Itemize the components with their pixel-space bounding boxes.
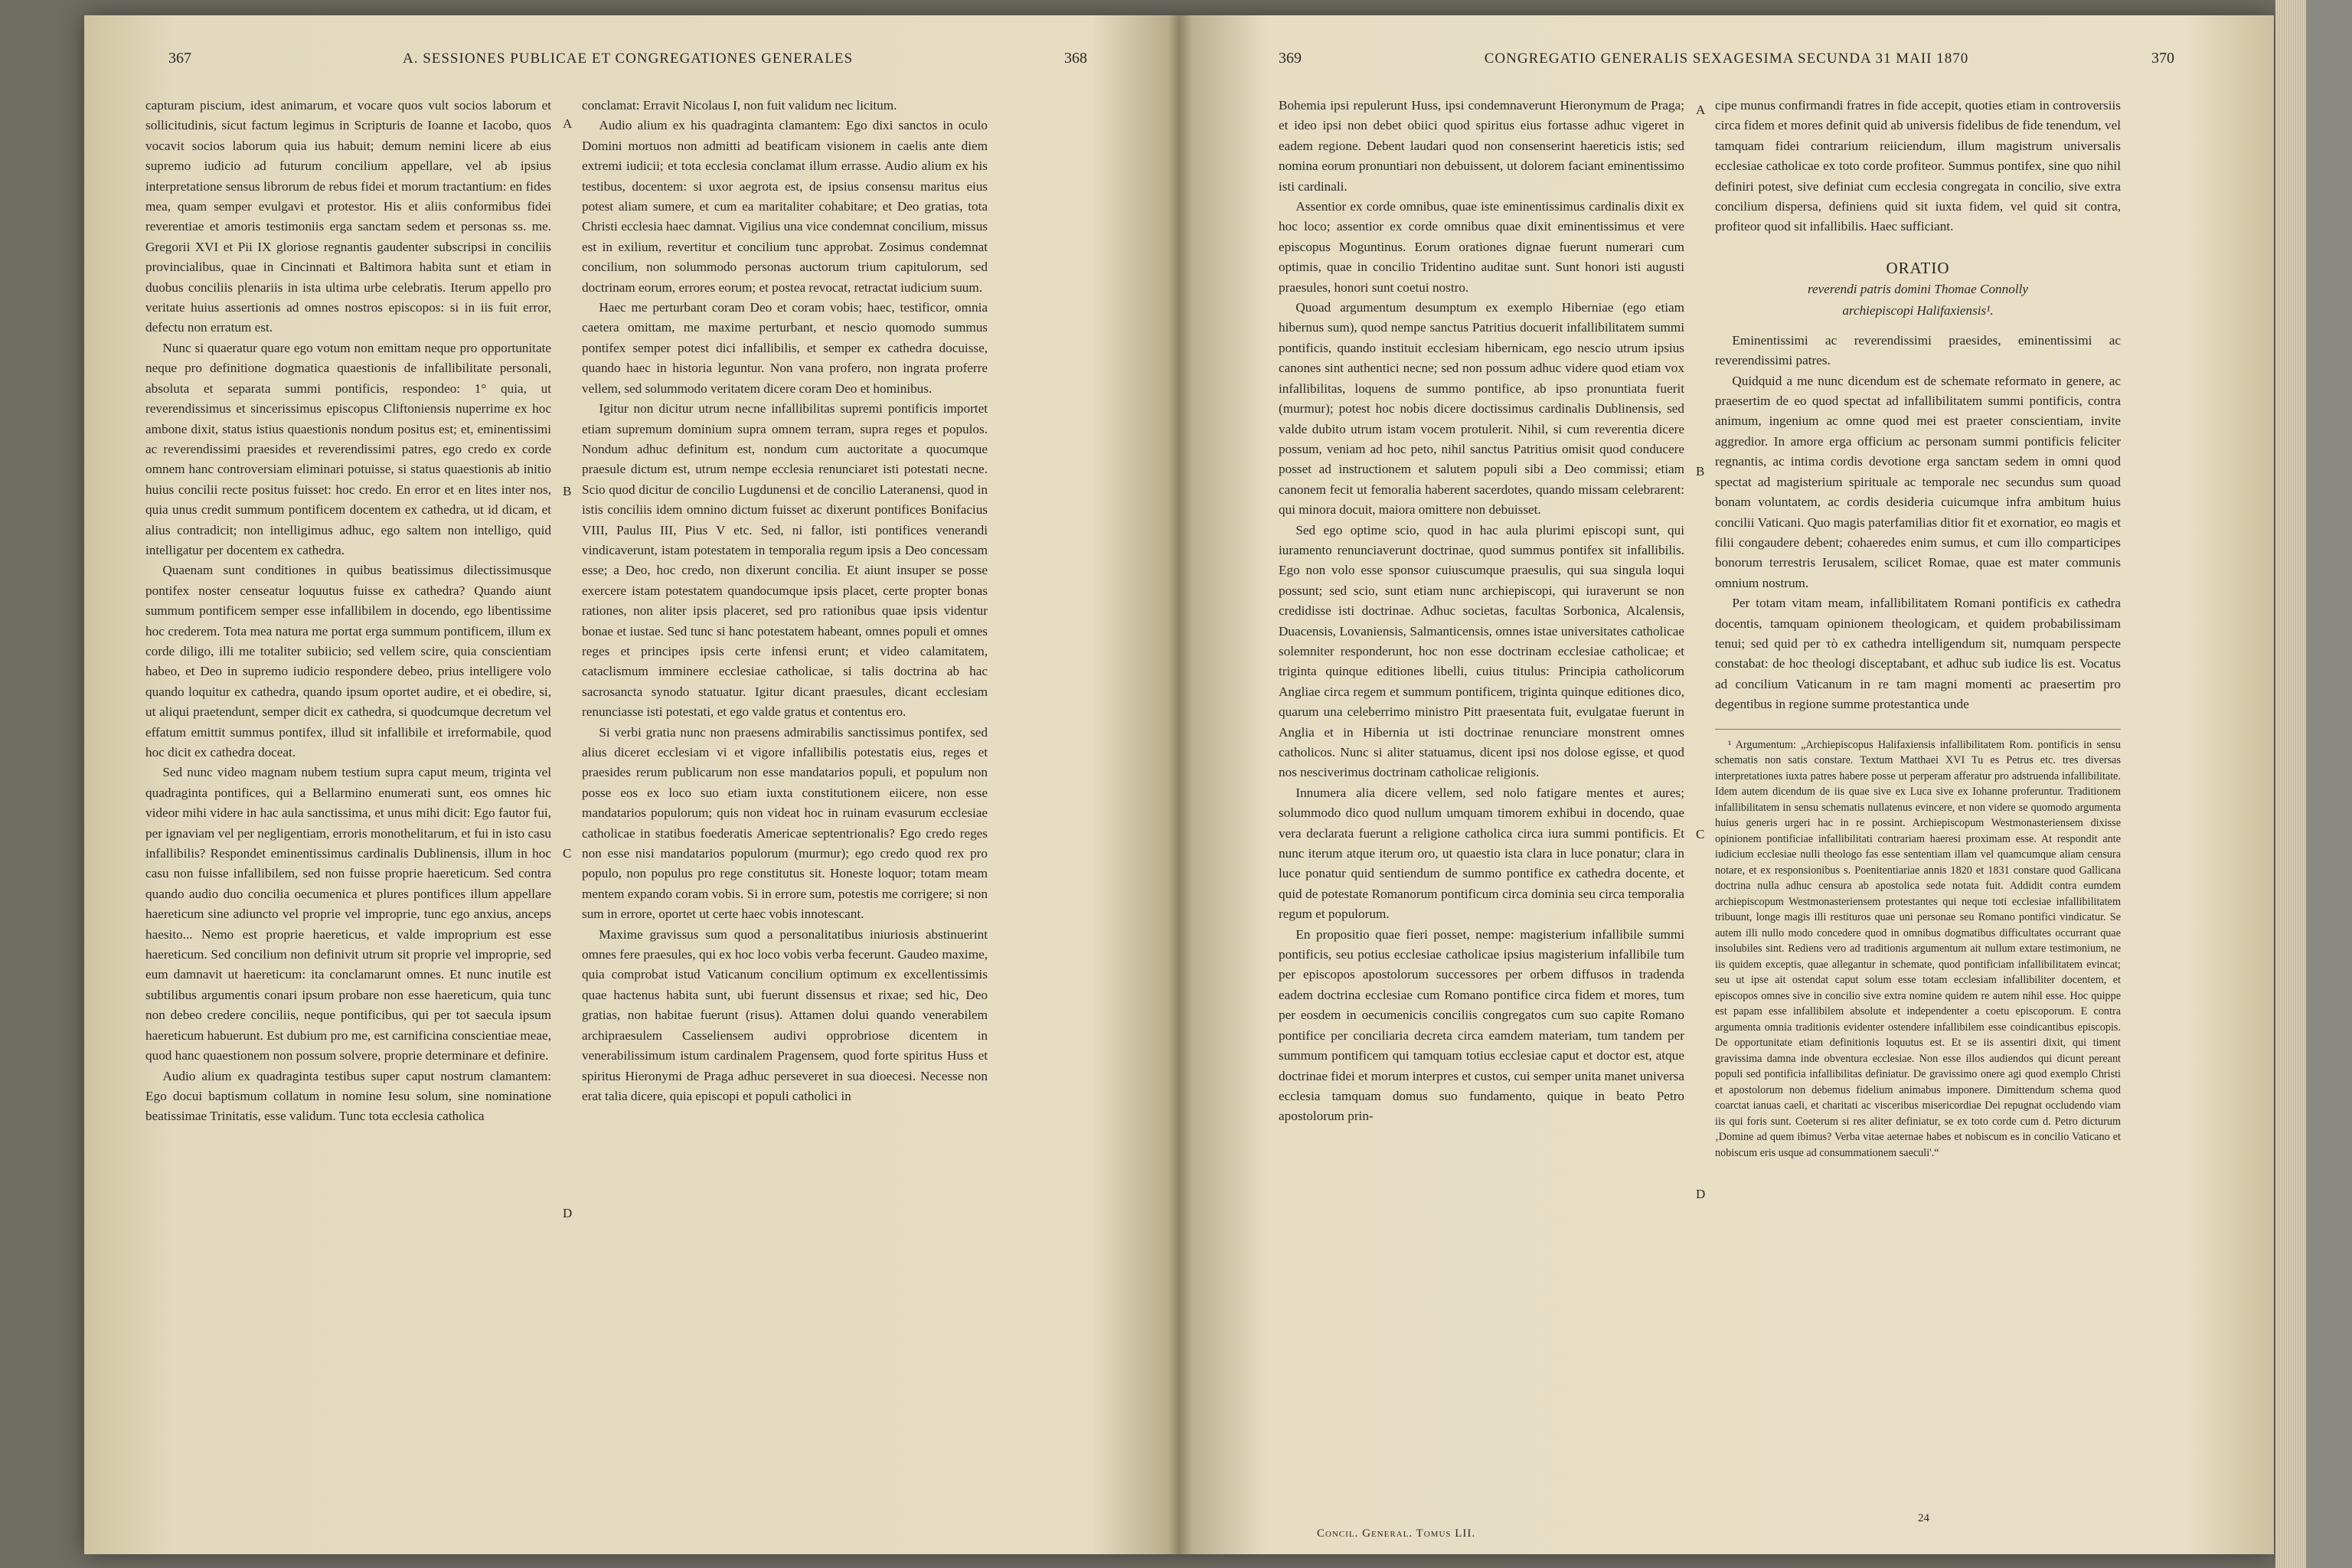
page-number: 368 [1064,50,1087,67]
margin-letter: B [1696,464,1705,479]
paragraph: Igitur non dicitur utrum necne infallibilitas supremi pontificis importet etiam supremum dominium supra omnem terram, supra reges et populos. Nondum adhuc definitum est, nondum cum auctoritate a quocumque praesule dictum est, utrum nempe ecclesia renunciaret isti potestati necne. Scio quod dicitur de concilio Lugdunensi et de concilio Lateranensi, quod in istis conciliis idem omnino dictum fuisset ac dixerunt pontifices Bonifacius VIII, Paulus III, Pius V etc. Sed, ni fallor, isti pontifices venerandi vindicaverunt, istam potestatem in temporalia regum ipsis a Deo concessam esse; a Deo, hoc credo, non dixerunt concilia. Et aiunt insuper se posse exercere istam potestatem quandocumque ipsis placet, certe propter bonas rationes, non aliter ipsis placeret, sed pro rationibus quae ipsis videntur bonae et iustae. Sed tunc si hanc potestatem habeant, omnes populi et omnes reges et principes ipsis certe infensi erunt; et video calamitatem, cataclismum imminere ecclesiae catholicae, si talis doctrina ab hac sacrosancta synodo statuatur. Igitur dicant praesules, dicant ecclesiam renunciasse isti potestati, et ego valde gratus et contentus ero. [582,401,988,720]
margin-letter: D [1696,1187,1706,1201]
page-number: 367 [168,50,191,67]
margin-letter: D [563,1206,573,1220]
paragraph: conclamat: Erravit Nicolaus I, non fuit validum nec licitum. [582,98,897,113]
right-running-head [1279,50,2174,67]
footnote-text: ¹ Argumentum: „Archiepiscopus Halifaxiensis infallibilitatem Rom. pontificis in sensu schematis non satis constare. Textum Matthaei XVI Tu es Petrus etc. tres diversas interpretationes iuxta patres habere posse ut perperam afferatur pro adstruenda infallibilitate. Idem autem dicendum de iis quae sive ex Luca sive ex Iohanne proferuntur. Traditionem infallibilitatem in sensu schematis nullatenus evincere, et non videre se quomodo argumenta huius generis urgeri hac in re possint. Archiepiscopum Westmonasteriensem dixisse opinionem pontificiae infallibilitati contrariam haeresi proximam esse. At respondit ante iudicium ecclesiae nulli theologo fas esse sententiam illam vel quamcumque aliam censura notare, et ex responsionibus s. Poenitentiariae annis 1820 et 1831 constare quod Gallicana doctrina nulla adhuc censura ab apostolica sede notata fuit. Addidit contra eumdem archiepiscopum Westmonasteriensem protestantes qui neque toti ecclesiae infallibilitatem tribuunt, longe magis illi restituros quae uni personae seu Romano pontifici vindicatur. Se autem illi nullo modo concedere quod in omnibus dogmatibus difficultates occurrant quae insolubiles sint. Rediens vero ad traditionis argumentum ait nullum extare testimonium, ne iis quidem exceptis, quae allegantur in schemate, quod pontificiam infallibilitatem evincat; seu ut ipse ait ostendat caput solum esse totam ecclesiam infallibiliter docentem, et episcopos omnes sive in concilio sive extra nomine quidem re autem nihil esse. Hoc quippe est papam esse infallibilem absolute et independenter a coetu episcoporum. E contra argumenta omnia traditionis evidenter ostendere infallibilem esse coindicantibus episcopis. De opportunitate etiam definitionis loquutus est. Et se iis assentiri dixit, qui timent gravissima damna inde obventura ecclesiae. Non esse illos audiendos qui dicunt pereant populi sed pontificia infallibilitas definiatur. De gravissimo onere agi quod exemplo Christi et apostolorum non debemus fidelium animabus imponere. Dimittendum schema quod coarctat ianuas caeli, et charitati ac visceribus misericordiae Dei repugnat occludendo viam iis qui foris sunt. Coeterum si res aliter definiatur, se ex toto corde cum d. Petro dicturum ‚Domine ad quem ibimus? Verba vitae aeternae habes et nobiscum es in concilio Vaticano et nobiscum eris usque ad consummationem saeculi'.“ [1715,738,2121,1159]
paragraph: Innumera alia dicere vellem, sed nolo fatigare mentes et aures; solummodo dico quod nullum umquam timorem exhibui in docendo, quae vera declarata fuerunt a religione catholica circa iura summi pontificis. Et nunc iterum atque iterum oro, ut quaestio ista clara in luce ponatur; clara in luce ponatur quid sentiendum de summo pontifice ex cathedra docente, et quid de potestate Romanorum pontificum circa dominia seu circa temporalia regum et populorum. [1279,785,1684,922]
paragraph: Quoad argumentum desumptum ex exemplo Hiberniae (ego etiam hibernus sum), quod nempe sanctus Patritius docuerit infallibilitatem summi pontificis, quando instituit ecclesiam hibernicam, ego nescio utrum ipsius canones sint authentici necne; sed non possum adhuc videre quod etiam vox infallibilitas, loquens de summo pontifice, ab ipso pronuntiata fuerit (murmur); potest hoc nobis dicere doctissimus cardinalis Dublinensis, sed valde dubito utrum istam vocem protulerit. Nihil, si cum reverentia dicere possum, veniam ad hoc peto, nihil sanctus Patritius omisit quod conducere posset ad instructionem et salutem populi sibi a Deo commissi; etiam canonem fecit ut femoralia haberent sacerdotes, quando missam celebrarent: qui minora docuit, maiora omittere non debuisset. [1279,300,1684,518]
margin-letter: A [1696,103,1706,117]
left-page-column-2 [582,96,988,1106]
page-number: 369 [1279,50,1302,67]
margin-letter: B [563,484,572,498]
paragraph: Quidquid a me nunc dicendum est de schemate reformato in genere, ac praesertim de eo quod spectat ad infallibilitatem summi pontificis, contra animum, ingenium ac omne quod mei est praeter conscientiam, invite aggredior. In amore erga officium ac personam summi pontificis feliciter regnantis, ac intima cordis devotione erga sanctam sedem in omni quod spectat ad magisterium spirituale ac temporale nec secundus sum quoad bonam voluntatem, ac cordis desideria cuicumque infra ambitum huius concilii Vaticani. Quo magis paterfamilias ditior fit et exornatior, eo magis et filii congaudere debent; cohaeredes enim sumus, et cum illo comparticipes bonorum terrestris Ierusalem, scilicet Romae, quae est mater communis omnium nostrum. [1715,373,2121,590]
paragraph: Audio alium ex his quadraginta clamantem: Ego dixi sanctos in oculo Domini mortuos non admitti ad beatificam visionem in caelis ante diem extremi iudicii; et tota ecclesia conclamat illum errasse. Audio alium ex his testibus, docentem: si uxor aegrota est, de ipsius consensu maritus eius potest aliam sumere, et cum ea maritaliter cohabitare; et Deo gratias, tota Christi ecclesia haec damnat. Vigilius una vice condemnat concilium, missus est in exilium, revertitur et concilium tunc approbat. Zosimus condemnat concilium, non solummodo personas auctorum trium capitulorum, sed doctrinam eorum, errores eorum; et postea revocat, retractat iudicium suum. [582,118,988,295]
paragraph: Si verbi gratia nunc non praesens admirabilis sanctissimus pontifex, sed alius diceret ecclesiam vi et vigore infallibilis potestatis eius, reges et praesides rerum publicarum non esse mandatarios populi, et populum non posse eos ex loco suo etiam iuxta constitutionem eiicere, non esse mandatarios populorum; quis non videat hoc in ruinam evasurum ecclesiae catholicae in statibus foederatis Americae septentrionalis? Ego credo reges non esse nisi mandatarios populorum (murmur); ego credo quod rex pro populo, non populus pro rege constitutus sit. Honeste loquor; totam meam mentem expando coram vobis. Si in errore sum, potestis me corrigere; si non sum in errore, oportet ut certe haec vobis innotescant. [582,724,988,922]
paragraph: Per totam vitam meam, infallibilitatem Romani pontificis ex cathedra docentis, tamquam opinionem theologicam, et quidem probabilissimam tenui; sed quid per τὸ ex cathedra intelligendum sit, numquam perspecte constabat: de hoc theologi disceptabant, et adhuc sub iudice lis est. Vocatus ad concilium Vaticanum in re tam magni momenti ac praesertim pro degentibus in regione summe protestantica unde [1715,596,2121,712]
paragraph: Bohemia ipsi repulerunt Huss, ipsi condemnaverunt Hieronymum de Praga; et ideo ipsi non debet obiici quod spiritus eius fortasse adhuc vigeret in eadem regione. Debent laudari quod non consenserint haereticis istis; sed nomina eorum pronuntiari non debuissent, ut dolorem faciant eminentissimo isti cardinali. [1279,98,1684,194]
running-title: A. SESSIONES PUBLICAE ET CONGREGATIONES GENERALES [402,51,854,67]
sheet-number: 24 [1918,1512,1929,1524]
background-table [2306,0,2352,1568]
paragraph: Maxime gravissus sum quod a personalitatibus iniuriosis abstinuerint omnes fere praesules, qui ex hoc loco vobis verba fecerunt. Gaudeo maxime, quia comprobat istud Vaticanum concilium optimum ex excellentissimis quae hactenus habita sunt, ubi fuerunt dissensus et rixae; sed hic, Deo gratias, non habitae fuerunt (risus). Attamen dolui quando venerabilem archipraesulem Casseliensem audivi opprobriose dicentem in venerabilissimum istum cardinalem Pragensem, quod forte spiritus Huss et spiritus Hieronymi de Praga adhuc perseveret in sua dioecesi. Necesse non erat talia dicere, quia episcopi et populi catholici in [582,926,988,1103]
oration-heading [1715,257,2121,322]
paragraph: Eminentissimi ac reverendissimi praesides, eminentissimi ac reverendissimi patres. [1715,332,2121,368]
paragraph: Haec me perturbant coram Deo et coram vobis; haec, testificor, omnia caetera omittam, me maxime perturbant, et nescio quomodo summus pontifex semper potest dici infallibilis, et semper ex cathedra docuisse, quando haec in historia leguntur. Non vana profero, non ingrata proferre vellem, sed solummodo veritatem dicere coram Deo et hominibus. [582,300,988,396]
open-book [84,15,2274,1554]
left-running-head [168,50,1087,67]
oration-subtitle: reverendi patris domini Thomae Connolly [1807,281,2029,296]
right-page-column-1 [1279,96,1684,1127]
margin-letter: C [1696,827,1705,841]
paragraph: capturam piscium, idest animarum, et vocare quos vult socios laborum et sollicitudinis, sicut factum legimus in Scripturis de Ioanne et Iacobo, quos vocavit socios laborum quia ius habuit; demum nemini licere ab eius supremo iudicio ad futurum concilium appellare, vel ab ipsius interpretatione sensus librorum de rebus fidei et morum tractantium: en fides mea, quam semper evulgavi et protestor. His et aliis conformibus fidei reverentiae et amoris testimoniis erga sanctam sedem et personas ss. me. Gregorii XVI et Pii IX gloriose regnantis gaudenter subscripsi in conciliis provincialibus, quae in Cincinnati et Baltimora habita sunt et etiam in duobus conciliis plenariis in ista ultima urbe celebratis. Iterum appello pro veritate huius assertionis ad omnes nostros episcopos: si in iis fuit error, defectu non erratum est. [145,98,551,335]
paragraph: Quaenam sunt conditiones in quibus beatissimus dilectissimusque pontifex noster censeatur loquutus fuisse ex cathedra? Quando aiunt summum pontificem semper esse infallibilem in docendo, ego libentissime hoc crederem. Tota mea natura me portat erga summum pontificem, illum ex corde diligo, illi me totaliter subiicio; sed vellem scire, quia conscientiam habeo, et Deo in supremo iudicio respondere debeo, prius intelligere volo quando loquitur ex cathedra, quando ipsum oportet audire, et ei obedire, si, ut aliqui praetendunt, semper dicit ex cathedra, si quodcumque decretum vel effatum emittit summus pontifex, illud sit infallibile et irreformabile, quod hoc dicit ex cathedra doceat. [145,563,551,760]
page-edges [2275,0,2306,1568]
volume-signature: Concil. General. Tomus LII. [1317,1527,1476,1540]
right-page-column-2 [1715,96,2121,1161]
paragraph: cipe munus confirmandi fratres in fide accepit, quoties etiam in controversiis circa fidem et mores definit quid ab universis fidelibus de fide tenendum, vel tamquam fidei contrarium reiiciendum, illum magistrum universalis ecclesiae catholicae ex toto corde profiteor. Summus pontifex, sine quo nihil definiri potest, sive definiat cum ecclesia congregata in concilio, sive extra concilium dispersa, definiens quid sit iuxta fidem, vel quid sit contra, profiteor quod sit infallibilis. Haec sufficiant. [1715,98,2121,234]
oration-title: ORATIO [1886,258,1950,277]
paragraph: Sed nunc video magnam nubem testium supra caput meum, triginta vel quadraginta pontifices, qui a Bellarmino enumerati sunt, eos omnes hic videor mihi videre in hac aula sanctissima, et unus mihi dicit: Ego fautor fui, per ignaviam vel per negligentiam, erroris monothelitarum, et fui in isto casu infallibilis? Respondet eminentissimus cardinalis Dublinensis, illum in hoc casu non fuisse infallibilem, sed non fuisse proprie haereticum. Sed contra quando audio duo concilia oecumenica et plures pontifices illum appellare haereticum sine adiuncto vel proprie vel improprie, tunc ego anxius, anceps haesito... Nemo est proprie haereticus, et valde improprium est esse haereticum. Sed concilium non definivit utrum sit proprie vel improprie, sed eum damnavit ut haereticum: ita conclamarunt omnes. Et nunc inutile est subtilibus argumentis conari ipsum probare non esse haereticum, quia tunc non debeo credere conciliis, neque pontificibus, qui per tot saecula ipsum haereticum habuerunt. Est dubium pro me, est carnificina conscientiae meae, quod hanc quaestionem non possum solvere, proprie determinare et definire. [145,765,551,1063]
running-title: CONGREGATIO GENERALIS SEXAGESIMA SECUNDA 31 MAII 1870 [1484,51,1969,67]
page-number: 370 [2151,50,2174,67]
margin-letter: C [563,846,572,861]
paragraph: Audio alium ex quadraginta testibus super caput nostrum clamantem: Ego docui baptismum collatum in nomine Iesu solum, sine nominatione beatissimae Trinitatis, esse validum. Tunc tota ecclesia catholica [145,1068,551,1124]
oration-subtitle: archiepiscopi Halifaxiensis¹. [1842,302,1994,318]
paragraph: Assentior ex corde omnibus, quae iste eminentissimus cardinalis dixit ex hoc loco; assentior ex corde omnibus quae dixit eminentissimus et vere episcopus Moguntinus. Eorum orationes dignae fuerunt numerari cum optimis, quae in concilio Tridentino auditae sunt. Sunt honori isti augusti praesules, honori sunt coetui nostro. [1279,199,1684,295]
left-page-column-1 [145,96,551,1127]
paragraph: Sed ego optime scio, quod in hac aula plurimi episcopi sunt, qui iuramento renunciaverunt doctrinae, quod summus pontifex sit infallibilis. Ego non volo esse sponsor cuiuscumque praesulis, qui sua singula loqui possunt; sed scio, sunt etiam nunc archiepiscopi, qui iuraverunt se non credidisse isti doctrinae. Adhuc societas, facultas Sorbonica, Alcalensis, Duacensis, Lovaniensis, Salmanticensis, omnes istae universitates catholicae solemniter responderunt, hoc non esse doctrinam ecclesiae catholicae; et triginta quinque editiones libelli, cuius titulus: Principia catholicorum Angliae circa regem et summum pontificem, triginta quinque editiones dico, quarum una celeberrimo ministro Pitt praesentata fuit, evulgatae fuerunt in Anglia et in Hibernia ut isti doctrinae renunciare monstrent omnes catholicos. Nunc si aliter statuamus, dicent ipsi nos dolose egisse, et quod nos nesciverimus doctrinam catholicae religionis. [1279,522,1684,780]
paragraph: En propositio quae fieri posset, nempe: magisterium infallibile summi pontificis, seu potius ecclesiae catholicae ipsius magisterium infallibile tum per episcopos apostolorum successores per orbem diffusos in tradenda eadem doctrina ecclesiae cum Romano pontifice circa fidem et mores, tum per eosdem in oecumenicis conciliis congregatos cum suo capite Romano pontifice per conciliaria decreta circa eamdem materiam, tum tandem per summum pontificem qui tamquam totius ecclesiae caput et doctor est, atque doctrinae fidei et morum interpres et custos, cui semper unita manet universa ecclesia tamquam domus suo fundamento, quique in beato Petro apostolorum prin- [1279,926,1684,1124]
right-page [1233,15,2213,1554]
paragraph: Nunc si quaeratur quare ego votum non emittam neque pro opportunitate neque pro definitione dogmatica quaestionis de infallibilitate personali, absoluta et separata summi pontificis, respondeo: 1° quia, ut reverendissimus et sincerissimus episcopus Cliftoniensis nuperrime ex hoc ambone dixit, status istius quaestionis nondum positus est; et, eminentissimi ac reverendissimi praesides et reverendissimi patres, ego credo ex corde omnem hanc controversiam eliminari potuisse, si status quaestionis ab initio huius concilii recte positus fuisset: hoc credo. En error et en lites inter nos, quia unus credit summum pontificem docentem ex cathedra, ut id dicam, et alius contradicit; non intelligimus adhuc, ego saltem non intelligo, quid intelligatur per docentem ex cathedra. [145,340,551,557]
footnote [1715,729,2121,1161]
left-page [115,15,1125,1554]
margin-letter: A [563,116,573,131]
